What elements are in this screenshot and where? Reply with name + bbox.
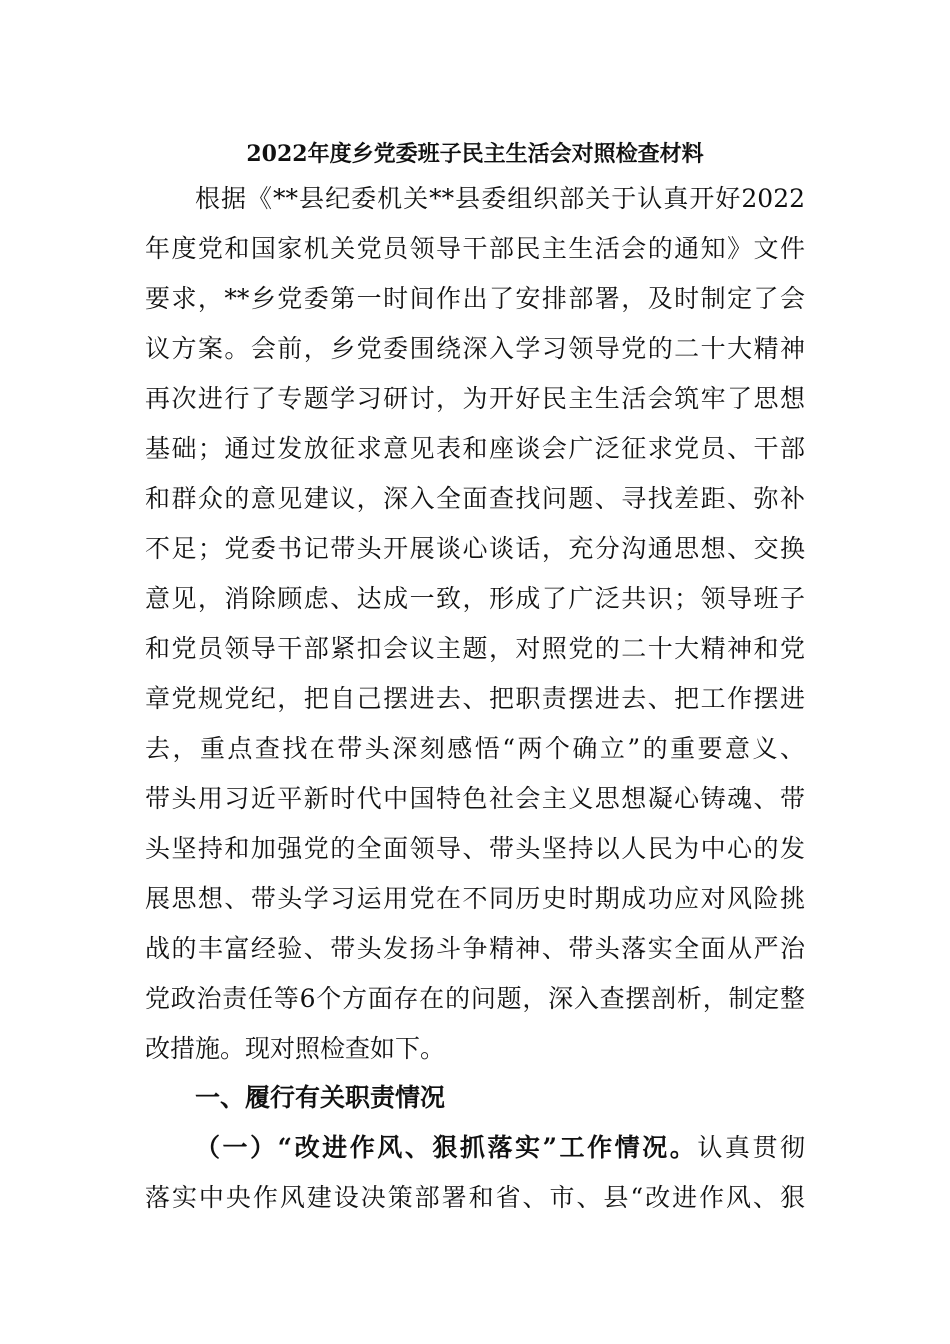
- paragraph-line: 年度党和国家机关党员领导干部民主生活会的通知》文件: [145, 234, 805, 263]
- paragraph-line: 意见，消除顾虑、达成一致，形成了广泛共识；领导班子: [145, 584, 805, 613]
- paragraph-line: 展思想、带头学习运用党在不同历史时期成功应对风险挑: [145, 884, 805, 913]
- subsection-line: [195, 1123, 805, 1173]
- paragraph-line: 战的丰富经验、带头发扬斗争精神、带头落实全面从严治: [145, 934, 805, 963]
- subsection-heading: （一）“改进作风、狠抓落实”工作情况。: [195, 1133, 698, 1162]
- paragraph-line: 去，重点查找在带头深刻感悟“两个确立”的重要意义、: [145, 734, 805, 763]
- subsection-text: 认真贯彻: [697, 1133, 805, 1162]
- paragraph-line: 和党员领导干部紧扣会议主题，对照党的二十大精神和党: [145, 634, 805, 663]
- document-title: 2022年度乡党委班子民主生活会对照检查材料: [246, 141, 704, 167]
- paragraph-line: 带头用习近平新时代中国特色社会主义思想凝心铸魂、带: [145, 784, 805, 813]
- paragraph-line: 不足；党委书记带头开展谈心谈话，充分沟通思想、交换: [145, 534, 805, 563]
- paragraph-line: 改措施。现对照检查如下。: [145, 1034, 446, 1063]
- paragraph-line: 根据《**县纪委机关**县委组织部关于认真开好2022: [195, 184, 805, 213]
- paragraph-line: 再次进行了专题学习研讨，为开好民主生活会筑牢了思想: [145, 384, 805, 413]
- paragraph-line: 要求，**乡党委第一时间作出了安排部署，及时制定了会: [145, 284, 805, 313]
- paragraph-line: 落实中央作风建设决策部署和省、市、县“改进作风、狠: [145, 1183, 805, 1212]
- section-heading: 一、履行有关职责情况: [195, 1083, 446, 1112]
- paragraph-line: 章党规党纪，把自己摆进去、把职责摆进去、把工作摆进: [145, 684, 805, 713]
- paragraph-line: 基础；通过发放征求意见表和座谈会广泛征求党员、干部: [145, 434, 805, 463]
- paragraph-line: 议方案。会前，乡党委围绕深入学习领导党的二十大精神: [145, 334, 805, 363]
- paragraph-line: 头坚持和加强党的全面领导、带头坚持以人民为中心的发: [145, 834, 805, 863]
- paragraph-line: 和群众的意见建议，深入全面查找问题、寻找差距、弥补: [145, 484, 805, 513]
- paragraph-line: 党政治责任等6个方面存在的问题，深入查摆剖析，制定整: [145, 984, 805, 1013]
